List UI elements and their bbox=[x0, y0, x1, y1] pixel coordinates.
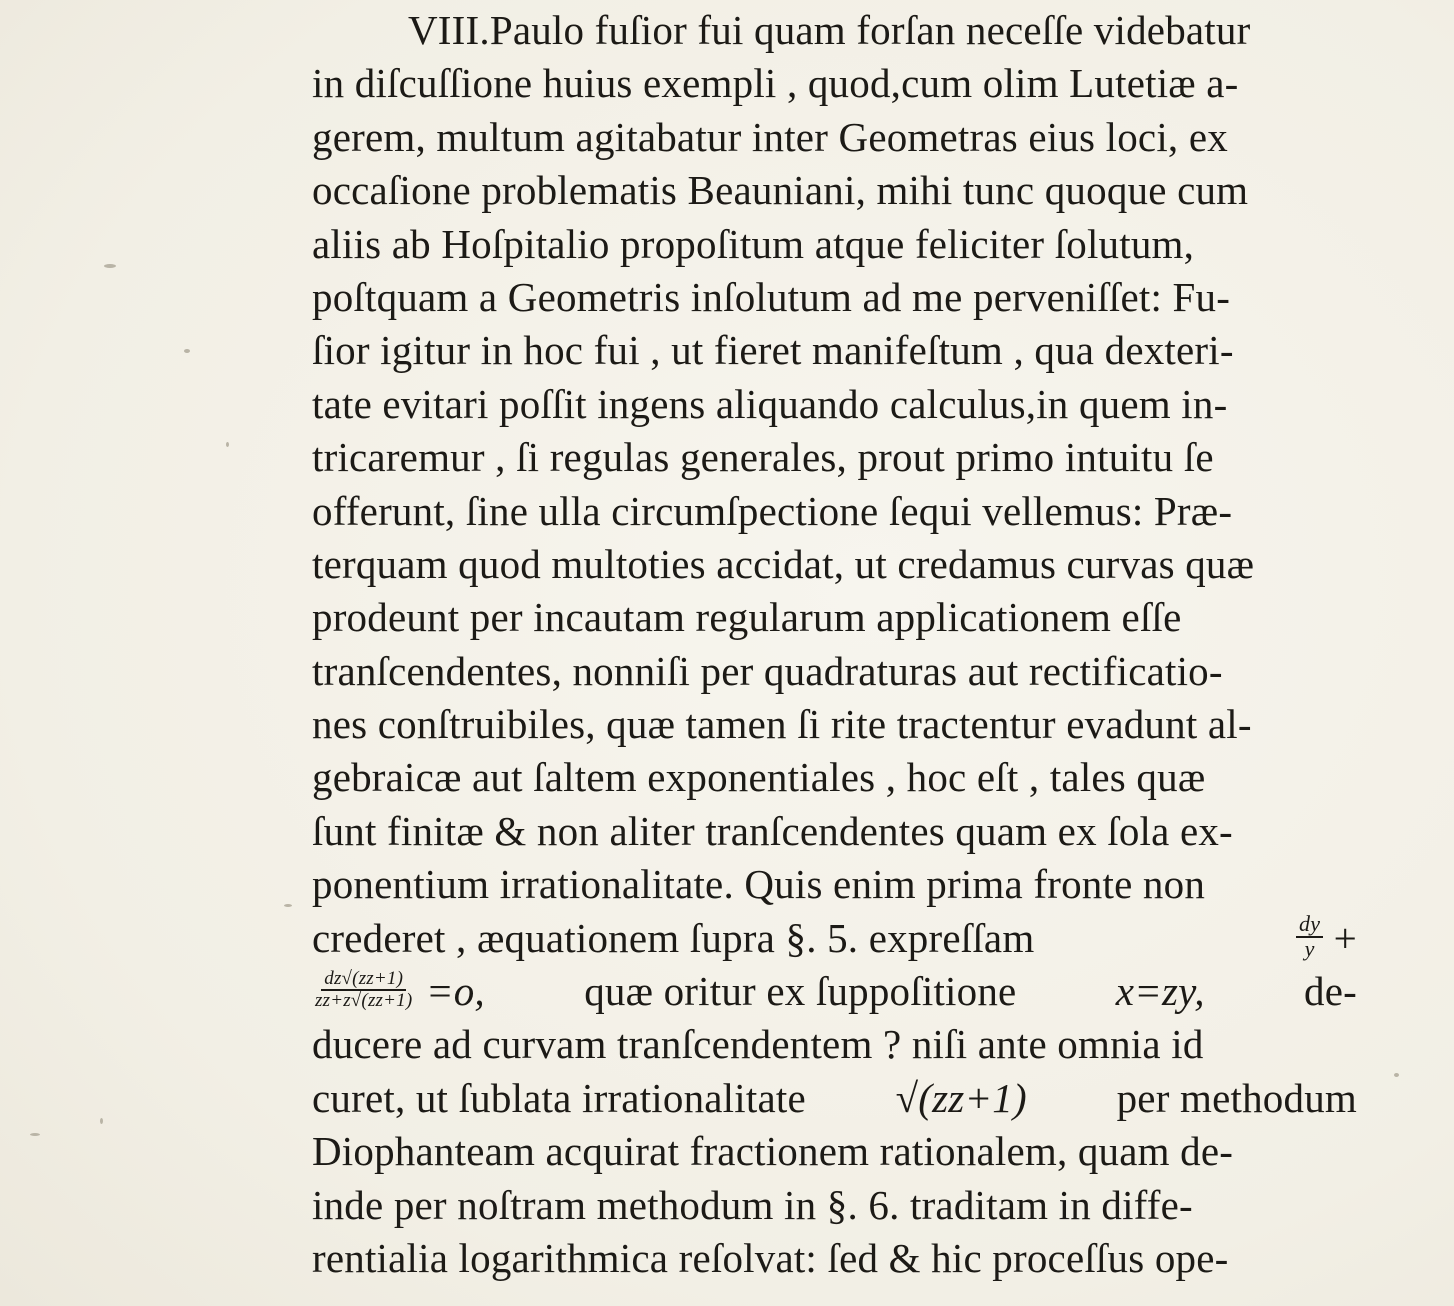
text-line: ſior igitur in hoc fui , ut fieret manifeſtum , qua dexteri- bbox=[312, 327, 1234, 374]
line-text: quæ oritur ex ſuppoſitione bbox=[584, 968, 1017, 1015]
text-line: rentialia logarithmica reſolvat: ſed & hic proceſſus ope- bbox=[312, 1234, 1229, 1281]
text-line-with-fraction bbox=[312, 908, 1357, 961]
text-line: in diſcuſſione huius exempli , quod,cum olim Lutetiæ a- bbox=[312, 60, 1239, 107]
fraction-dz-root bbox=[312, 969, 415, 1010]
text-line: gebraicæ aut ſaltem exponentiales , hoc eſt , tales quæ bbox=[312, 754, 1206, 801]
fraction-dy-over-y bbox=[1296, 910, 1323, 961]
text-line: tricaremur , ſi regulas generales, prout primo intuitu ſe bbox=[312, 434, 1214, 481]
text-line: tate evitari poſſit ingens aliquando calculus,in quem in- bbox=[312, 380, 1228, 427]
line-text: crederet , æquationem ſupra §. 5. expreſſam bbox=[312, 914, 1035, 961]
text-line: terquam quod multoties accidat, ut credamus curvas quæ bbox=[312, 540, 1255, 587]
text-line: prodeunt per incautam regularum applicationem eſſe bbox=[312, 594, 1182, 641]
text-line: ſunt finitæ & non aliter tranſcendentes quam ex ſola ex- bbox=[312, 807, 1233, 854]
text-line: nes conſtruibiles, quæ tamen ſi rite tractentur evadunt al- bbox=[312, 701, 1252, 748]
plus-sign: + bbox=[1333, 914, 1357, 961]
text-line-with-fraction bbox=[312, 961, 1357, 1014]
text-line: occaſione problematis Beauniani, mihi tunc quoque cum bbox=[312, 167, 1249, 214]
paragraph-viii bbox=[312, 0, 1357, 1281]
line-text: per methodum bbox=[1116, 1074, 1357, 1121]
text-line: poſtquam a Geometris inſolutum ad me perveniſſet: Fu- bbox=[312, 273, 1231, 320]
fraction-denominator: zz+z√(zz+1) bbox=[315, 990, 413, 1012]
fraction-numerator: dy bbox=[1296, 913, 1323, 938]
paper-speck bbox=[184, 349, 190, 353]
formula-root: √(zz+1) bbox=[895, 1074, 1027, 1121]
text-line: aliis ab Hoſpitalio propoſitum atque feliciter ſolutum, bbox=[312, 220, 1195, 267]
text-line: gerem, multum agitabatur inter Geometras eius loci, ex bbox=[312, 113, 1228, 160]
text-line: ponentium irrationalitate. Quis enim prima fronte non bbox=[312, 861, 1206, 908]
text-line: Diophanteam acquirat fractionem rationalem, quam de- bbox=[312, 1128, 1234, 1175]
text-line: ducere ad curvam tranſcendentem ? niſi ante omnia id bbox=[312, 1021, 1204, 1068]
formula-x-equals-zy: x=zy, bbox=[1115, 968, 1205, 1015]
fraction-denominator: y bbox=[1304, 935, 1315, 961]
paper-speck bbox=[100, 1118, 103, 1124]
text-line: inde per noſtram methodum in §. 6. traditam in diffe- bbox=[312, 1181, 1193, 1228]
fraction-numerator: dz√(zz+1) bbox=[321, 969, 406, 991]
paper-speck bbox=[226, 442, 229, 447]
equals-zero: =o, bbox=[425, 968, 485, 1015]
fraction-group bbox=[1296, 912, 1357, 966]
text-line: VIII.Paulo fuſior fui quam forſan neceſſe videbatur bbox=[408, 7, 1251, 53]
line-text: de- bbox=[1304, 968, 1357, 1015]
text-line: offerunt, ſine ulla circumſpectione ſequi vellemus: Præ- bbox=[312, 487, 1233, 534]
paper-speck bbox=[284, 904, 292, 907]
paper-speck bbox=[30, 1133, 40, 1136]
equation-group bbox=[312, 965, 485, 1018]
text-line: tranſcendentes, nonniſi per quadraturas aut rectificatio- bbox=[312, 647, 1223, 694]
paper-speck bbox=[1394, 1073, 1399, 1077]
line-text: curet, ut ſublata irrationalitate bbox=[312, 1074, 806, 1121]
paper-speck bbox=[104, 264, 116, 268]
text-line-with-formula bbox=[312, 1068, 1357, 1121]
